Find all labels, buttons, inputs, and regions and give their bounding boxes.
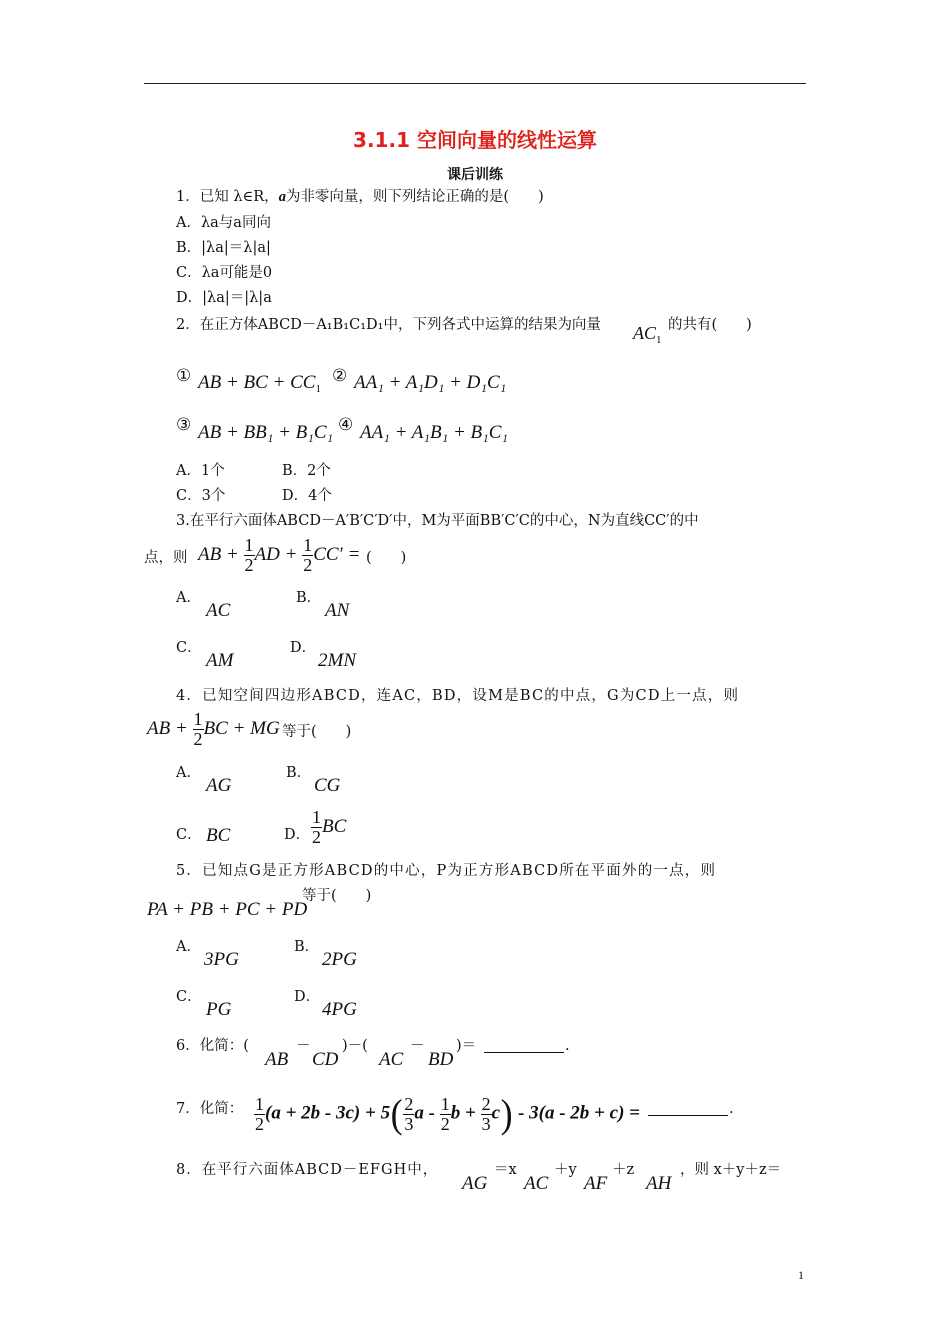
q8-stem: 8．在平行六面体ABCD－EFGH中，	[176, 1162, 439, 1178]
q2-expr-4-number: ④	[338, 415, 354, 435]
q4-option-d-half	[311, 808, 322, 847]
q1-vector-a: a	[278, 189, 286, 205]
q2-option-c: C．3个	[176, 488, 226, 504]
q7-frac-4-num: 2	[481, 1093, 491, 1114]
q1-stem-post: 为非零向量，则下列结论正确的是( )	[285, 189, 544, 205]
q2-expr-1-sub: 1	[315, 383, 321, 395]
q8-plus-z: ＋z	[612, 1162, 635, 1178]
q2-expr-1-number: ①	[176, 366, 192, 386]
q4-expression	[147, 710, 280, 749]
q4-option-a: AG	[206, 775, 232, 796]
q4-half-num: 1	[193, 709, 203, 729]
q7-left-paren: (	[390, 1091, 403, 1136]
q7-stem: 7．化简：	[176, 1101, 244, 1117]
q6-end: .	[565, 1038, 570, 1054]
q3-option-b-label: B．	[296, 590, 322, 606]
q3-half-1-num: 1	[244, 535, 254, 555]
q8-eq: ＝x	[494, 1162, 517, 1178]
q3-half-2-num: 1	[303, 535, 313, 555]
q2-expr-2-number: ②	[332, 366, 348, 386]
q3-option-a-label: A．	[176, 590, 201, 606]
q3-half-1	[244, 536, 255, 575]
q3-option-d: 2MN	[318, 650, 356, 671]
q4-option-c-label: C．	[176, 827, 202, 843]
q2-stem: 2．在正方体ABCD－A₁B₁C₁D₁中，下列各式中运算的结果为向量	[176, 317, 601, 333]
q2-expr-1-text: AB + BC + CC	[198, 372, 316, 393]
q7-inner-b: b +	[450, 1102, 476, 1124]
q4-option-b: CG	[314, 775, 341, 796]
q4-expr-ab: AB +	[147, 717, 188, 739]
q4-option-d-label: D．	[284, 827, 311, 843]
q7-frac-2	[403, 1095, 414, 1134]
q2-option-d: D．4个	[282, 488, 332, 504]
q3-tail: ( )	[366, 550, 407, 566]
q2-expr-3-number: ③	[176, 415, 192, 435]
q1-stem-pre: 1．已知 λ∈R，	[176, 189, 279, 205]
q2-vector-sub: 1	[656, 334, 662, 346]
q7-part-1: (a + 2b - 3c) + 5	[265, 1102, 391, 1124]
q4-option-a-label: A．	[176, 765, 201, 781]
q6-vector-cd: CD	[312, 1049, 339, 1070]
q7-frac-4	[481, 1095, 492, 1134]
q5-stem: 5．已知点G是正方形ABCD的中心，P为正方形ABCD所在平面外的一点，则	[176, 863, 717, 879]
q7-part-3: - 3(a - 2b + c) =	[518, 1102, 640, 1124]
q7-frac-2-num: 2	[404, 1093, 414, 1114]
q1-stem	[176, 188, 544, 206]
q2-option-a: A．1个	[176, 463, 225, 479]
q7-right-paren: )	[500, 1091, 513, 1136]
q2-expr-3: AB + BB₁ + B₁C₁	[198, 422, 334, 443]
q3-half-2-den: 2	[303, 555, 313, 575]
page-title: 3.1.1 空间向量的线性运算	[353, 128, 597, 152]
q5-tail: 等于( )	[302, 888, 372, 904]
q4-half-den: 2	[193, 729, 203, 749]
q7-frac-3-den: 2	[440, 1113, 450, 1134]
q3-option-d-label: D．	[290, 640, 317, 656]
q3-half-2	[302, 536, 313, 575]
q6-stem: 6．化简：(	[176, 1038, 249, 1054]
section-subtitle: 课后训练	[447, 167, 503, 183]
q4-stem: 4．已知空间四边形ABCD，连AC，BD，设M是BC的中点，G为CD上一点，则	[176, 688, 740, 704]
q3-option-b: AN	[325, 600, 350, 621]
q7-frac-3-num: 1	[440, 1093, 450, 1114]
q7-frac-3	[440, 1095, 451, 1134]
q1-option-c: C．λa可能是0	[176, 265, 273, 281]
q1-option-a: A．λa与a同向	[176, 215, 271, 231]
q2-vector-ac1	[633, 323, 662, 346]
q4-option-d-den: 2	[312, 827, 321, 847]
q2-expr-1	[198, 372, 321, 395]
q8-plus-y: ＋y	[554, 1162, 577, 1178]
q7-expression	[254, 1091, 640, 1136]
q3-expr-ad: AD +	[254, 543, 298, 565]
q5-option-a-label: A．	[176, 939, 201, 955]
q6-minus-1: －	[296, 1038, 311, 1054]
q4-option-c: BC	[206, 825, 231, 846]
q7-frac-1-den: 2	[255, 1113, 264, 1134]
q1-option-b: B．|λa|＝λ|a|	[176, 240, 271, 256]
q4-option-d-num: 1	[312, 807, 321, 827]
q6-vector-bd: BD	[428, 1049, 454, 1070]
q3-option-c: AM	[206, 650, 234, 671]
q7-inner-c: c	[491, 1102, 500, 1124]
page-number: 1	[798, 1268, 804, 1282]
q8-vector-ah: AH	[646, 1173, 672, 1194]
q5-option-b: 2PG	[322, 949, 357, 970]
q8-tail: ，则 x＋y＋z＝	[680, 1162, 782, 1178]
q7-frac-1	[254, 1095, 265, 1134]
q8-vector-ag: AG	[462, 1173, 488, 1194]
q4-option-b-label: B．	[286, 765, 312, 781]
q3-half-1-den: 2	[244, 555, 254, 575]
q3-expr-cc: CC′ =	[313, 543, 361, 565]
q7-inner-a: a -	[414, 1102, 435, 1124]
q6-vector-ac: AC	[379, 1049, 404, 1070]
q3-expr-ab: AB +	[198, 543, 239, 565]
q2-vector-label: AC	[633, 323, 657, 343]
q5-option-d-label: D．	[294, 989, 321, 1005]
q5-expression: PA + PB + PC + PD	[147, 899, 308, 920]
q2-expr-4: AA₁ + A₁B₁ + B₁C₁	[360, 422, 509, 443]
q7-end: .	[729, 1101, 734, 1117]
q5-option-a: 3PG	[204, 949, 239, 970]
q6-vector-ab: AB	[265, 1049, 289, 1070]
header-rule	[144, 83, 806, 84]
q7-frac-2-den: 3	[404, 1113, 414, 1134]
q3-expression	[198, 536, 360, 575]
q6-mid: )－(	[342, 1038, 368, 1054]
q5-option-b-label: B．	[294, 939, 320, 955]
q4-tail: 等于( )	[282, 724, 352, 740]
q7-answer-blank[interactable]	[648, 1115, 728, 1116]
q7-frac-1-num: 1	[255, 1093, 264, 1114]
q8-vector-ac: AC	[524, 1173, 549, 1194]
q5-option-c: PG	[206, 999, 232, 1020]
q4-expr-bc-mg: BC + MG	[203, 717, 280, 739]
q8-vector-af: AF	[584, 1173, 608, 1194]
q6-answer-blank[interactable]	[484, 1052, 564, 1053]
q2-tail: 的共有( )	[668, 317, 752, 333]
q4-half	[193, 710, 204, 749]
q6-minus-2: －	[410, 1038, 425, 1054]
q3-stem-line2: 点，则	[144, 550, 188, 566]
q2-option-b: B．2个	[282, 463, 331, 479]
q5-option-d: 4PG	[322, 999, 357, 1020]
q1-option-d: D．|λa|＝|λ|a	[176, 290, 272, 306]
q2-expr-2: AA₁ + A₁D₁ + D₁C₁	[354, 372, 507, 393]
q5-option-c-label: C．	[176, 989, 202, 1005]
q6-tail: )＝	[456, 1038, 477, 1054]
q4-option-d	[311, 808, 346, 847]
q7-frac-4-den: 3	[481, 1113, 491, 1134]
q4-option-d-vector: BC	[322, 815, 347, 837]
q3-option-a: AC	[206, 600, 231, 621]
q3-option-c-label: C．	[176, 640, 202, 656]
q3-stem: 3.在平行六面体ABCD－A′B′C′D′中，M为平面BB′C′C的中心，N为直线CC′的中	[176, 513, 699, 529]
